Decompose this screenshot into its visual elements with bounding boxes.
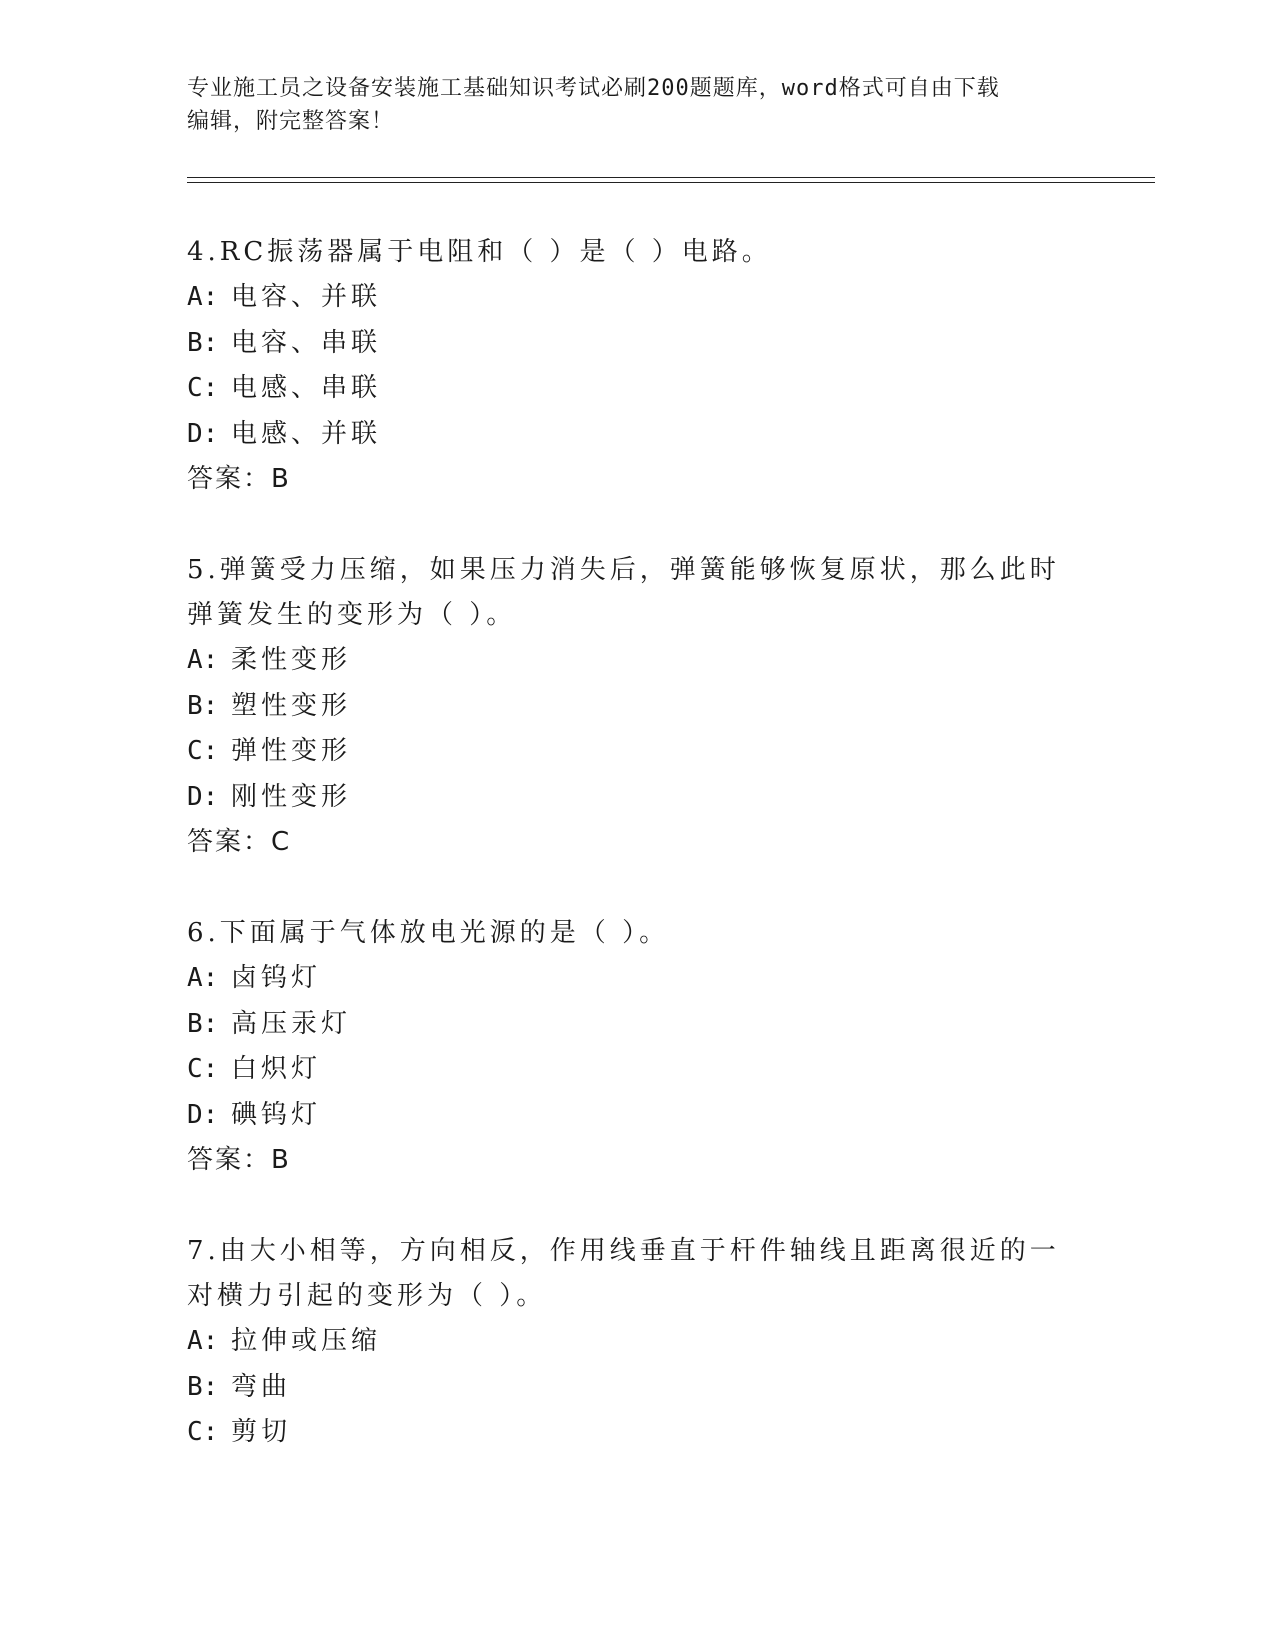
answer-line: 答案：B [187, 1145, 291, 1175]
option-key: A: [187, 645, 219, 675]
option-text: 刚性变形 [231, 781, 352, 812]
option-b [187, 1002, 1067, 1048]
option-text: 弯曲 [231, 1371, 292, 1402]
option-a [187, 638, 1067, 684]
option-text: 卤钨灯 [231, 963, 322, 993]
question-stem: 5.弹簧受力压缩，如果压力消失后，弹簧能够恢复原状，那么此时弹簧发生的变形为（ ）。 [187, 555, 1060, 630]
option-key: B: [187, 327, 219, 358]
option-c [187, 729, 1067, 775]
option-key: B: [187, 1008, 219, 1039]
header-divider-bottom [187, 182, 1155, 183]
option-text: 碘钨灯 [231, 1099, 322, 1130]
option-text: 电容、并联 [231, 282, 382, 312]
header-line-1: 专业施工员之设备安装施工基础知识考试必刷200题题库，word格式可自由下载 [187, 76, 1000, 101]
option-key: D: [187, 1099, 219, 1130]
option-text: 剪切 [231, 1417, 292, 1447]
option-key: B: [187, 1371, 219, 1402]
option-text: 电感、串联 [231, 373, 382, 403]
answer-line: 答案：C [187, 827, 292, 857]
question-stem: 6.下面属于气体放电光源的是（ ）。 [187, 918, 670, 948]
option-text: 柔性变形 [231, 645, 352, 675]
header-divider-top [187, 177, 1155, 178]
option-key: C: [187, 736, 219, 766]
option-a [187, 1319, 1067, 1365]
option-b [187, 684, 1067, 730]
option-text: 拉伸或压缩 [231, 1326, 382, 1356]
option-key: B: [187, 690, 219, 721]
question-stem: 4.RC振荡器属于电阻和（ ）是（ ）电路。 [187, 237, 772, 267]
option-key: D: [187, 418, 219, 449]
option-c [187, 1410, 1067, 1456]
option-a [187, 956, 1067, 1002]
question-4 [187, 230, 1067, 502]
option-d [187, 775, 1067, 821]
question-7 [187, 1229, 1067, 1456]
question-5 [187, 548, 1067, 865]
question-list [187, 230, 1067, 1502]
option-b [187, 1365, 1067, 1411]
option-c [187, 1047, 1067, 1093]
option-text: 白炽灯 [231, 1054, 322, 1084]
option-text: 塑性变形 [231, 690, 352, 721]
option-a [187, 275, 1067, 321]
option-key: A: [187, 963, 219, 993]
option-text: 电容、串联 [231, 327, 382, 358]
question-6 [187, 911, 1067, 1183]
document-header [187, 72, 1067, 138]
option-key: C: [187, 1417, 219, 1447]
option-text: 电感、并联 [231, 418, 382, 449]
header-line-2: 编辑，附完整答案！ [187, 109, 395, 134]
option-d [187, 412, 1067, 458]
option-key: C: [187, 1054, 219, 1084]
option-b [187, 321, 1067, 367]
option-d [187, 1093, 1067, 1139]
option-text: 弹性变形 [231, 736, 352, 766]
option-key: A: [187, 282, 219, 312]
question-stem: 7.由大小相等，方向相反，作用线垂直于杆件轴线且距离很近的一对横力引起的变形为（ ）。 [187, 1236, 1060, 1311]
option-c [187, 366, 1067, 412]
option-key: D: [187, 781, 219, 812]
option-key: C: [187, 373, 219, 403]
answer-line: 答案：B [187, 464, 291, 494]
option-key: A: [187, 1326, 219, 1356]
option-text: 高压汞灯 [231, 1008, 352, 1039]
